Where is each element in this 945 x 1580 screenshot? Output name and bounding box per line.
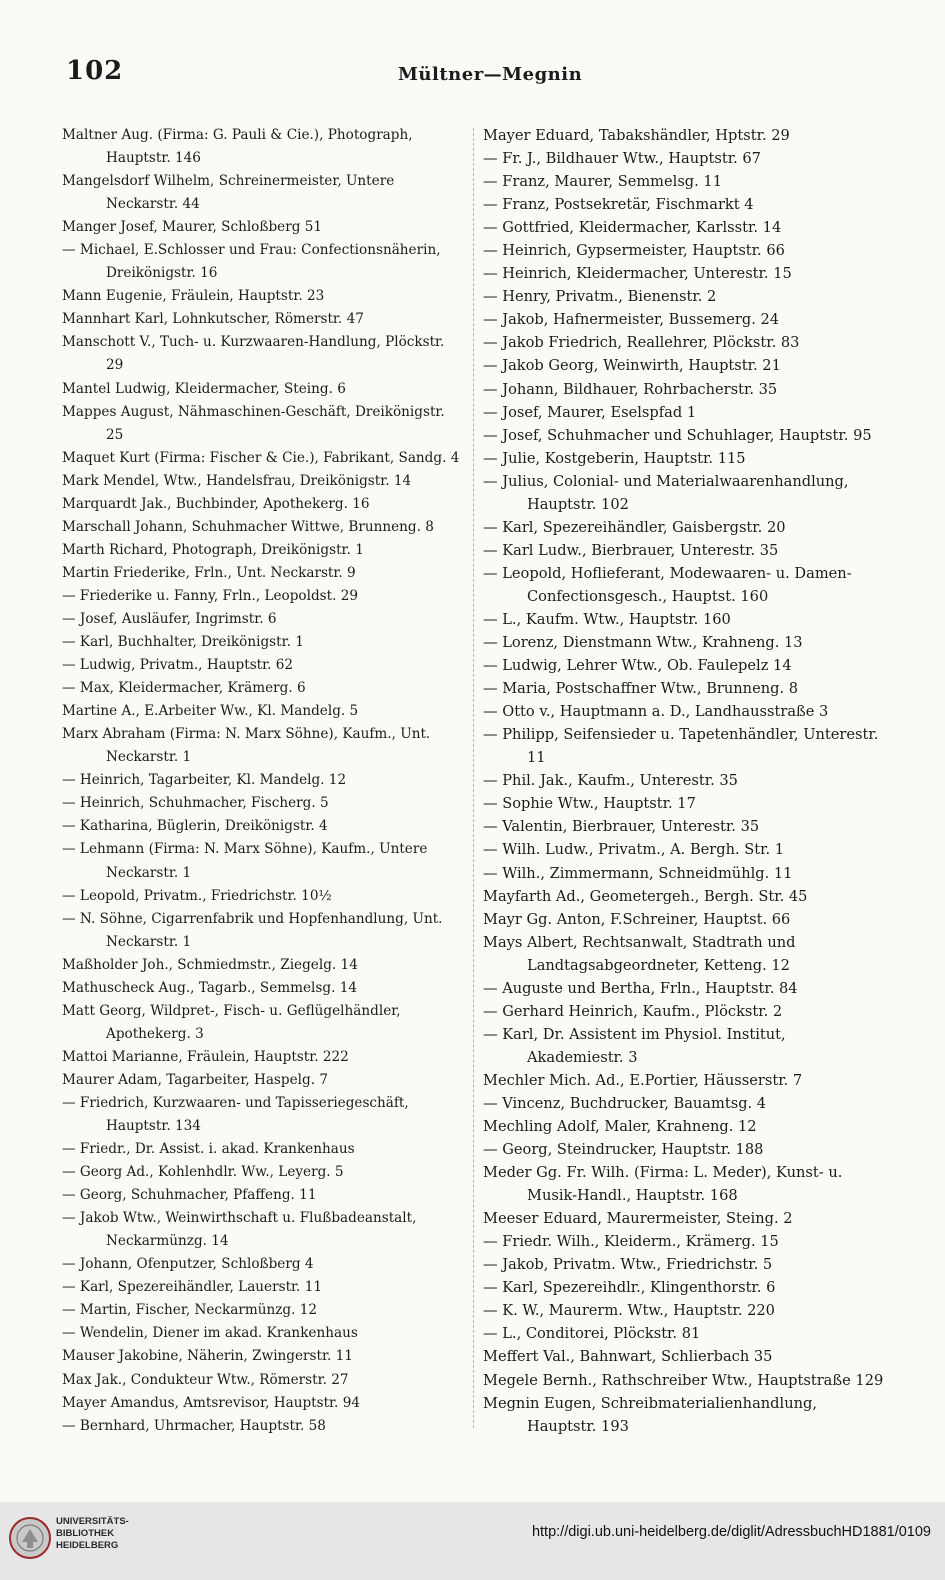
directory-entry: Maßholder Joh., Schmiedmstr., Ziegelg. 14 (62, 956, 358, 973)
directory-entry: — Jakob, Privatm. Wtw., Friedrichstr. 5 (483, 1256, 773, 1274)
directory-entry: Mays Albert, Rechtsanwalt, Stadtrath und Landtagsabgeordneter, Ketteng. 12 (483, 933, 796, 974)
directory-entry: Manschott V., Tuch- u. Kurzwaaren-Handlung, Plöckstr. 29 (62, 334, 445, 374)
directory-entry: — Maria, Postschaffner Wtw., Brunneng. 8 (483, 680, 799, 698)
directory-entry: — Phil. Jak., Kaufm., Unterestr. 35 (483, 772, 738, 790)
directory-entry: — Friedr., Dr. Assist. i. akad. Krankenhaus (62, 1141, 355, 1158)
directory-entry: — Jakob Wtw., Weinwirthschaft u. Flußbadeanstalt, Neckarmünzg. 14 (62, 1210, 417, 1250)
directory-entry: — Georg Ad., Kohlenhdlr. Ww., Leyerg. 5 (62, 1164, 344, 1181)
directory-entry: — Wilh. Ludw., Privatm., A. Bergh. Str. 1 (483, 841, 785, 859)
directory-entry: — Bernhard, Uhrmacher, Hauptstr. 58 (62, 1417, 326, 1434)
directory-entry: — Ludwig, Privatm., Hauptstr. 62 (62, 657, 294, 674)
library-name-line: BIBLIOTHEK (56, 1528, 115, 1539)
directory-entry: Meffert Val., Bahnwart, Schlierbach 35 (483, 1348, 773, 1366)
directory-entry: — Julie, Kostgeberin, Hauptstr. 115 (483, 449, 746, 467)
directory-entry: Mann Eugenie, Fräulein, Hauptstr. 23 (62, 288, 325, 305)
directory-entry: Manger Josef, Maurer, Schloßberg 51 (62, 219, 323, 236)
directory-entry: — Wilh., Zimmermann, Schneidmühlg. 11 (483, 864, 793, 882)
directory-entry: Maquet Kurt (Firma: Fischer & Cie.), Fabrikant, Sandg. 4 (62, 449, 460, 466)
directory-entry: — Karl, Spezereihändler, Lauerstr. 11 (62, 1279, 322, 1296)
directory-entry: Marth Richard, Photograph, Dreikönigstr. 1 (62, 541, 364, 558)
directory-entry: — Jakob, Hafnermeister, Bussemerg. 24 (483, 311, 780, 329)
directory-entry: — Heinrich, Kleidermacher, Unterestr. 15 (483, 265, 792, 283)
directory-entry: Maurer Adam, Tagarbeiter, Haspelg. 7 (62, 1071, 328, 1088)
page-header (0, 56, 945, 96)
directory-entry: Mannhart Karl, Lohnkutscher, Römerstr. 47 (62, 311, 364, 328)
directory-entry: — Friedrich, Kurzwaaren- und Tapisseriegeschäft, Hauptstr. 134 (62, 1094, 409, 1135)
directory-entry: — Michael, E.Schlosser und Frau: Confectionsnäherin, Dreikönigstr. 16 (62, 242, 441, 282)
directory-entry: Mappes August, Nähmaschinen-Geschäft, Dreikönigstr. 25 (62, 403, 445, 443)
university-seal-icon (8, 1516, 52, 1560)
directory-entry: — Lehmann (Firma: N. Marx Söhne), Kaufm., Untere Neckarstr. 1 (62, 841, 428, 881)
footer-bar (0, 1502, 945, 1580)
page-number: 102 (66, 56, 124, 86)
directory-entry: — Karl, Dr. Assistent im Physiol. Institut, Akademiestr. 3 (483, 1025, 786, 1066)
directory-entry: Mayer Eduard, Tabakshändler, Hptstr. 29 (483, 127, 790, 144)
directory-entry: — Franz, Postsekretär, Fischmarkt 4 (483, 196, 754, 214)
directory-entry: — Karl, Buchhalter, Dreikönigstr. 1 (62, 634, 304, 651)
directory-entry: — Fr. J., Bildhauer Wtw., Hauptstr. 67 (483, 150, 761, 168)
directory-entry: Mathuscheck Aug., Tagarb., Semmelsg. 14 (62, 979, 358, 996)
directory-entry: Mechling Adolf, Maler, Krahneng. 12 (483, 1118, 757, 1136)
directory-entry: — Karl Ludw., Bierbrauer, Unterestr. 35 (483, 541, 779, 559)
library-name (56, 1516, 129, 1552)
directory-entry: Mauser Jakobine, Näherin, Zwingerstr. 11 (62, 1348, 353, 1365)
directory-entry: — Katharina, Büglerin, Dreikönigstr. 4 (62, 818, 328, 835)
directory-entry: — Heinrich, Tagarbeiter, Kl. Mandelg. 12 (62, 772, 347, 789)
directory-columns (62, 124, 892, 1464)
directory-entry: Martine A., E.Arbeiter Ww., Kl. Mandelg. 5 (62, 703, 359, 720)
directory-entry: Mattoi Marianne, Fräulein, Hauptstr. 222 (62, 1048, 349, 1065)
library-name-line: HEIDELBERG (56, 1540, 119, 1551)
directory-entry: — Georg, Schuhmacher, Pfaffeng. 11 (62, 1187, 317, 1204)
directory-entry: — Henry, Privatm., Bienenstr. 2 (483, 288, 717, 306)
directory-entry: — Wendelin, Diener im akad. Krankenhaus (62, 1325, 358, 1342)
directory-entry: — Martin, Fischer, Neckarmünzg. 12 (62, 1302, 318, 1319)
directory-entry: — Leopold, Privatm., Friedrichstr. 10½ (62, 887, 332, 904)
directory-entry: — K. W., Maurerm. Wtw., Hauptstr. 220 (483, 1302, 775, 1320)
directory-entry: Mark Mendel, Wtw., Handelsfrau, Dreikönigstr. 14 (62, 472, 412, 489)
right-column (483, 124, 885, 1438)
directory-entry: — Julius, Colonial- und Materialwaarenhandlung, Hauptstr. 102 (483, 472, 849, 513)
directory-entry: — Sophie Wtw., Hauptstr. 17 (483, 795, 696, 813)
directory-entry: — Auguste und Bertha, Frln., Hauptstr. 84 (483, 979, 798, 997)
directory-entry: — Gerhard Heinrich, Kaufm., Plöckstr. 2 (483, 1002, 783, 1020)
directory-entry: Matt Georg, Wildpret-, Fisch- u. Geflügelhändler, Apothekerg. 3 (62, 1002, 401, 1042)
directory-entry: — Josef, Schuhmacher und Schuhlager, Hauptstr. 95 (483, 426, 872, 444)
directory-entry: Marschall Johann, Schuhmacher Wittwe, Brunneng. 8 (62, 518, 434, 535)
directory-entry: — Lorenz, Dienstmann Wtw., Krahneng. 13 (483, 634, 803, 652)
directory-entry: — Ludwig, Lehrer Wtw., Ob. Faulepelz 14 (483, 657, 792, 675)
directory-entry: — Josef, Ausläufer, Ingrimstr. 6 (62, 610, 277, 627)
directory-entry: — Otto v., Hauptmann a. D., Landhausstraße 3 (483, 703, 829, 721)
directory-entry: — Philipp, Seifensieder u. Tapetenhändler, Unterestr. 11 (483, 726, 879, 767)
directory-entry: — L., Kaufm. Wtw., Hauptstr. 160 (483, 610, 731, 628)
directory-entry: — Gottfried, Kleidermacher, Karlsstr. 14 (483, 219, 782, 237)
directory-entry: Megnin Eugen, Schreibmaterialienhandlung, Hauptstr. 193 (483, 1394, 817, 1435)
directory-entry: Mayfarth Ad., Geometergeh., Bergh. Str. 45 (483, 887, 808, 905)
directory-entry: — Karl, Spezereihdlr., Klingenthorstr. 6 (483, 1279, 776, 1297)
directory-entry: Mechler Mich. Ad., E.Portier, Häusserstr. 7 (483, 1071, 803, 1089)
column-divider (473, 128, 475, 1428)
directory-entry: — Johann, Ofenputzer, Schloßberg 4 (62, 1256, 314, 1273)
directory-entry: — Leopold, Hoflieferant, Modewaaren- u. Damen-Confectionsgesch., Hauptst. 160 (483, 564, 852, 605)
directory-entry: Max Jak., Condukteur Wtw., Römerstr. 27 (62, 1371, 349, 1388)
directory-entry: — Vincenz, Buchdrucker, Bauamtsg. 4 (483, 1094, 767, 1112)
directory-entry: Megele Bernh., Rathschreiber Wtw., Hauptstraße 129 (483, 1371, 884, 1389)
left-column (62, 124, 464, 1438)
directory-entry: — Franz, Maurer, Semmelsg. 11 (483, 173, 723, 191)
directory-entry: Mayer Amandus, Amtsrevisor, Hauptstr. 94 (62, 1394, 360, 1411)
directory-entry: Martin Friederike, Frln., Unt. Neckarstr. 9 (62, 564, 356, 581)
directory-entry: Meder Gg. Fr. Wilh. (Firma: L. Meder), Kunst- u. Musik-Handl., Hauptstr. 168 (483, 1164, 843, 1205)
directory-entry: — Friederike u. Fanny, Frln., Leopoldst. 29 (62, 587, 359, 604)
directory-entry: Marquardt Jak., Buchbinder, Apothekerg. 16 (62, 495, 370, 512)
directory-entry: — N. Söhne, Cigarrenfabrik und Hopfenhandlung, Unt. Neckarstr. 1 (62, 910, 443, 950)
directory-entry: — L., Conditorei, Plöckstr. 81 (483, 1325, 701, 1343)
source-url-link[interactable]: http://digi.ub.uni-heidelberg.de/diglit/AdressbuchHD1881/0109 (531, 1524, 931, 1540)
running-head: Mültner—Megnin (398, 64, 583, 85)
directory-entry: — Heinrich, Gypsermeister, Hauptstr. 66 (483, 242, 785, 260)
directory-entry: Marx Abraham (Firma: N. Marx Söhne), Kaufm., Unt. Neckarstr. 1 (62, 726, 431, 766)
directory-entry: Mangelsdorf Wilhelm, Schreinermeister, Untere Neckarstr. 44 (62, 173, 395, 213)
directory-entry: — Valentin, Bierbrauer, Unterestr. 35 (483, 818, 760, 836)
directory-entry: Mayr Gg. Anton, F.Schreiner, Hauptst. 66 (483, 910, 791, 928)
library-name-line: UNIVERSITÄTS- (56, 1516, 129, 1527)
directory-entry: Meeser Eduard, Maurermeister, Steing. 2 (483, 1210, 793, 1228)
directory-entry: Mantel Ludwig, Kleidermacher, Steing. 6 (62, 380, 346, 397)
directory-entry: — Johann, Bildhauer, Rohrbacherstr. 35 (483, 380, 778, 398)
directory-entry: Maltner Aug. (Firma: G. Pauli & Cie.), Photograph, Hauptstr. 146 (62, 127, 413, 167)
directory-entry: — Karl, Spezereihändler, Gaisbergstr. 20 (483, 518, 786, 536)
directory-entry: — Josef, Maurer, Eselspfad 1 (483, 403, 697, 421)
directory-entry: — Max, Kleidermacher, Krämerg. 6 (62, 680, 306, 697)
directory-entry: — Friedr. Wilh., Kleiderm., Krämerg. 15 (483, 1233, 779, 1251)
directory-entry: — Jakob Friedrich, Reallehrer, Plöckstr. 83 (483, 334, 800, 352)
directory-entry: — Georg, Steindrucker, Hauptstr. 188 (483, 1141, 764, 1159)
directory-entry: — Heinrich, Schuhmacher, Fischerg. 5 (62, 795, 329, 812)
directory-entry: — Jakob Georg, Weinwirth, Hauptstr. 21 (483, 357, 781, 375)
